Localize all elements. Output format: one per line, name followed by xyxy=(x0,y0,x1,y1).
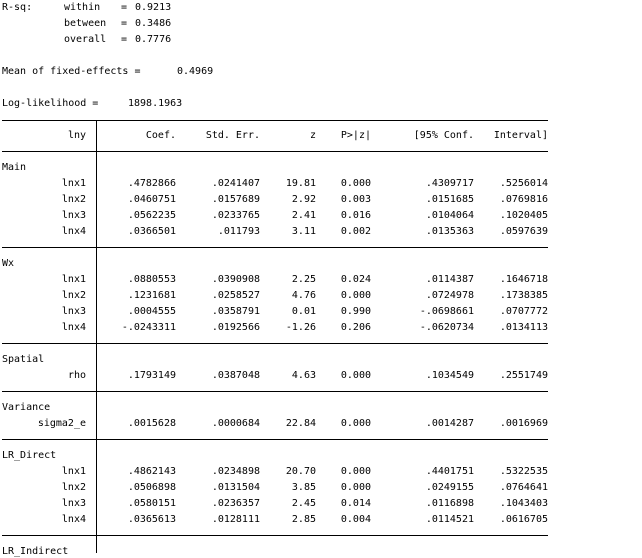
cell-conf-low: .0014287 xyxy=(425,418,474,429)
cell-conf-high: .0707772 xyxy=(499,306,548,317)
cell-variable: lnx4 xyxy=(61,226,86,237)
cell-variable: lnx3 xyxy=(61,498,86,509)
column-header-conf-low: [95% Conf. xyxy=(413,130,474,141)
cell-std-err: .0131504 xyxy=(211,482,260,493)
cell-conf-high: .2551749 xyxy=(499,370,548,381)
log-likelihood-label: Log-likelihood = xyxy=(2,98,99,109)
rsq-within-eq: = xyxy=(121,2,128,13)
cell-variable: rho xyxy=(67,370,86,381)
cell-conf-low: .0135363 xyxy=(425,226,474,237)
table-column-separator xyxy=(96,120,97,553)
cell-conf-high: .0134113 xyxy=(499,322,548,333)
cell-conf-high: .0764641 xyxy=(499,482,548,493)
log-likelihood-value: 1898.1963 xyxy=(128,98,183,109)
cell-z: 0.01 xyxy=(291,306,316,317)
cell-coef: .0366501 xyxy=(127,226,176,237)
cell-std-err: .0387048 xyxy=(211,370,260,381)
cell-coef: .4782866 xyxy=(127,178,176,189)
rsq-overall-eq: = xyxy=(121,34,128,45)
cell-conf-high: .5322535 xyxy=(499,466,548,477)
cell-coef: .0460751 xyxy=(127,194,176,205)
section-label: Main xyxy=(2,162,27,173)
cell-std-err: .0241407 xyxy=(211,178,260,189)
cell-conf-low: -.0698661 xyxy=(419,306,474,317)
cell-conf-low: .0151685 xyxy=(425,194,474,205)
cell-coef: .0506898 xyxy=(127,482,176,493)
cell-variable: lnx2 xyxy=(61,194,86,205)
column-header-coef: Coef. xyxy=(145,130,176,141)
cell-conf-low: .4401751 xyxy=(425,466,474,477)
cell-p-value: 0.014 xyxy=(340,498,371,509)
cell-conf-high: .5256014 xyxy=(499,178,548,189)
cell-z: 2.85 xyxy=(291,514,316,525)
cell-z: 3.85 xyxy=(291,482,316,493)
section-rule xyxy=(2,343,548,344)
cell-coef: .1793149 xyxy=(127,370,176,381)
cell-conf-low: .0104064 xyxy=(425,210,474,221)
cell-conf-low: .4309717 xyxy=(425,178,474,189)
section-rule xyxy=(2,247,548,248)
cell-z: 2.45 xyxy=(291,498,316,509)
cell-std-err: .0128111 xyxy=(211,514,260,525)
column-header-z: z xyxy=(309,130,316,141)
section-label: Wx xyxy=(2,258,15,269)
mean-fixed-effects-label: Mean of fixed-effects = xyxy=(2,66,141,77)
cell-p-value: 0.000 xyxy=(340,370,371,381)
cell-conf-high: .1646718 xyxy=(499,274,548,285)
cell-conf-low: .0116898 xyxy=(425,498,474,509)
column-header-lny: lny xyxy=(67,130,86,141)
cell-variable: lnx1 xyxy=(61,178,86,189)
cell-conf-low: .0724978 xyxy=(425,290,474,301)
cell-std-err: .0192566 xyxy=(211,322,260,333)
table-top-rule xyxy=(2,120,548,121)
cell-std-err: .0390908 xyxy=(211,274,260,285)
cell-coef: .0880553 xyxy=(127,274,176,285)
cell-variable: lnx2 xyxy=(61,482,86,493)
rsq-between-value: 0.3486 xyxy=(135,18,172,29)
section-rule xyxy=(2,391,548,392)
cell-p-value: 0.990 xyxy=(340,306,371,317)
mean-fixed-effects-value: 0.4969 xyxy=(177,66,214,77)
cell-p-value: 0.000 xyxy=(340,482,371,493)
cell-z: 4.76 xyxy=(291,290,316,301)
cell-conf-low: .0249155 xyxy=(425,482,474,493)
cell-std-err: .0258527 xyxy=(211,290,260,301)
cell-conf-high: .1043403 xyxy=(499,498,548,509)
cell-z: 19.81 xyxy=(285,178,316,189)
cell-std-err: .0157689 xyxy=(211,194,260,205)
cell-variable: lnx4 xyxy=(61,514,86,525)
cell-z: 2.41 xyxy=(291,210,316,221)
cell-p-value: 0.024 xyxy=(340,274,371,285)
rsq-overall-value: 0.7776 xyxy=(135,34,172,45)
cell-conf-high: .0597639 xyxy=(499,226,548,237)
cell-p-value: 0.000 xyxy=(340,290,371,301)
cell-coef: -.0243311 xyxy=(121,322,176,333)
cell-coef: .0015628 xyxy=(127,418,176,429)
column-header-std-err: Std. Err. xyxy=(205,130,260,141)
rsq-within-name: within xyxy=(64,2,101,13)
cell-variable: lnx1 xyxy=(61,466,86,477)
cell-z: -1.26 xyxy=(285,322,316,333)
cell-conf-high: .0616705 xyxy=(499,514,548,525)
cell-z: 20.70 xyxy=(285,466,316,477)
column-header-p-value: P>|z| xyxy=(340,130,371,141)
cell-z: 22.84 xyxy=(285,418,316,429)
cell-std-err: .0236357 xyxy=(211,498,260,509)
rsq-between-name: between xyxy=(64,18,107,29)
cell-variable: sigma2_e xyxy=(37,418,86,429)
section-label: LR_Indirect xyxy=(2,546,69,557)
cell-conf-low: .0114387 xyxy=(425,274,474,285)
rsq-within-value: 0.9213 xyxy=(135,2,172,13)
cell-coef: .0004555 xyxy=(127,306,176,317)
section-label: Spatial xyxy=(2,354,45,365)
cell-conf-high: .0769816 xyxy=(499,194,548,205)
cell-p-value: 0.000 xyxy=(340,466,371,477)
cell-z: 2.25 xyxy=(291,274,316,285)
cell-conf-low: .1034549 xyxy=(425,370,474,381)
cell-variable: lnx2 xyxy=(61,290,86,301)
cell-conf-low: -.0620734 xyxy=(419,322,474,333)
cell-z: 3.11 xyxy=(291,226,316,237)
rsq-label: R-sq: xyxy=(2,2,33,13)
cell-std-err: .0234898 xyxy=(211,466,260,477)
cell-p-value: 0.002 xyxy=(340,226,371,237)
section-rule xyxy=(2,151,548,152)
section-label: Variance xyxy=(2,402,51,413)
cell-std-err: .0000684 xyxy=(211,418,260,429)
cell-conf-low: .0114521 xyxy=(425,514,474,525)
cell-variable: lnx3 xyxy=(61,306,86,317)
cell-variable: lnx1 xyxy=(61,274,86,285)
cell-conf-high: .1738385 xyxy=(499,290,548,301)
cell-p-value: 0.000 xyxy=(340,418,371,429)
cell-std-err: .0233765 xyxy=(211,210,260,221)
cell-p-value: 0.016 xyxy=(340,210,371,221)
section-rule xyxy=(2,535,548,536)
cell-variable: lnx4 xyxy=(61,322,86,333)
section-rule xyxy=(2,439,548,440)
cell-p-value: 0.000 xyxy=(340,178,371,189)
cell-conf-high: .0016969 xyxy=(499,418,548,429)
cell-std-err: .011793 xyxy=(217,226,260,237)
cell-p-value: 0.206 xyxy=(340,322,371,333)
cell-coef: .4862143 xyxy=(127,466,176,477)
cell-coef: .0562235 xyxy=(127,210,176,221)
rsq-between-eq: = xyxy=(121,18,128,29)
cell-coef: .1231681 xyxy=(127,290,176,301)
cell-coef: .0580151 xyxy=(127,498,176,509)
cell-coef: .0365613 xyxy=(127,514,176,525)
cell-z: 4.63 xyxy=(291,370,316,381)
cell-conf-high: .1020405 xyxy=(499,210,548,221)
cell-variable: lnx3 xyxy=(61,210,86,221)
section-label: LR_Direct xyxy=(2,450,57,461)
cell-p-value: 0.003 xyxy=(340,194,371,205)
cell-z: 2.92 xyxy=(291,194,316,205)
cell-std-err: .0358791 xyxy=(211,306,260,317)
rsq-overall-name: overall xyxy=(64,34,107,45)
cell-p-value: 0.004 xyxy=(340,514,371,525)
column-header-conf-high: Interval] xyxy=(493,130,548,141)
